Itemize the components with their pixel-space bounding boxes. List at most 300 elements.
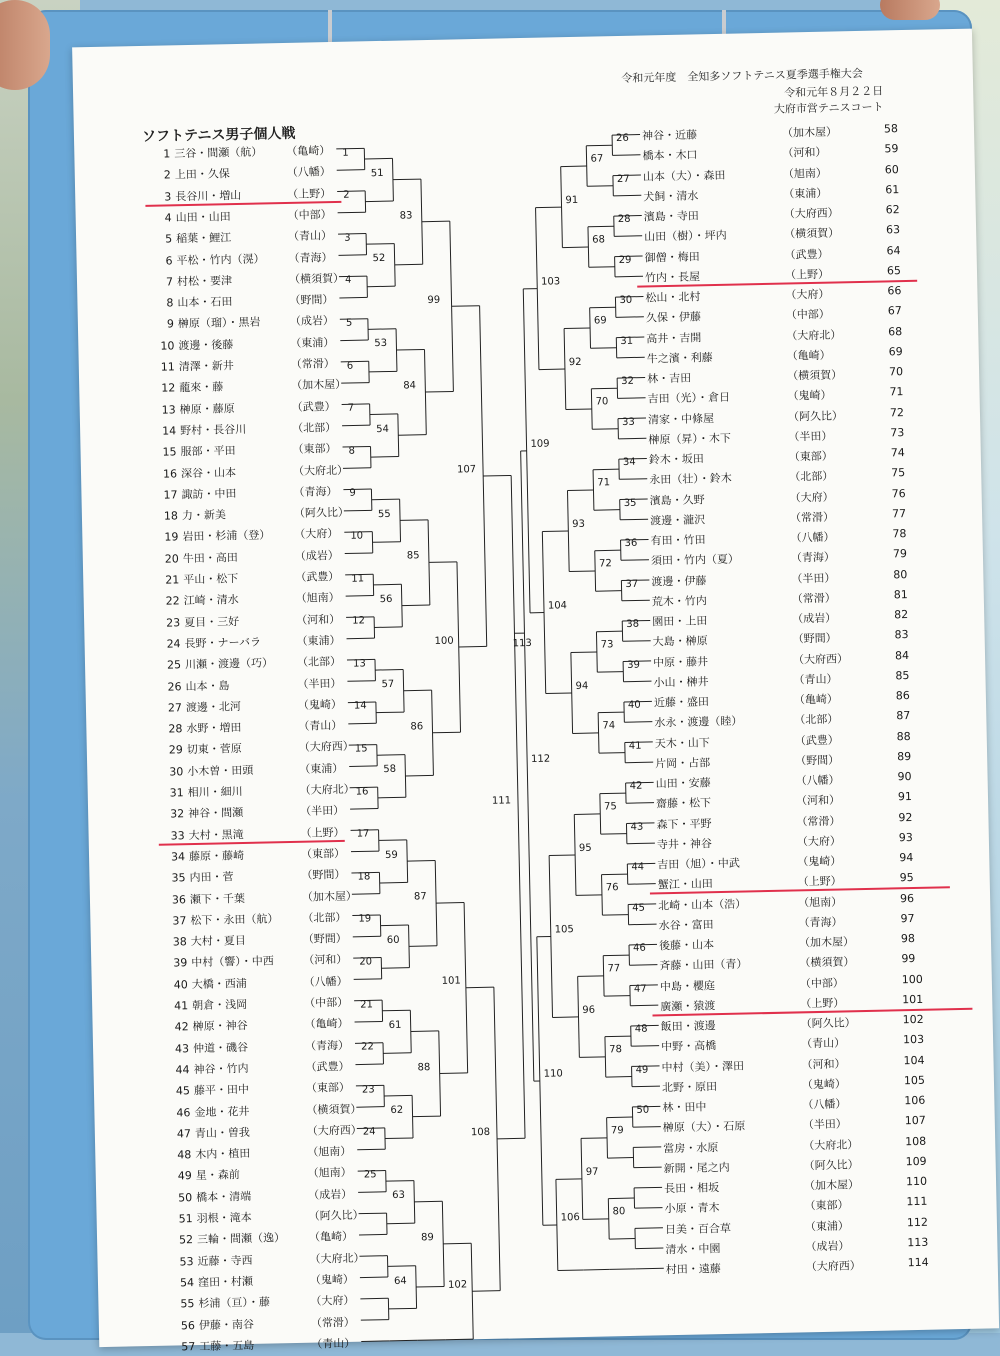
bracket-line [411,1031,439,1032]
bracket-line [624,681,652,682]
bracket-line [344,510,372,511]
match-number: 100 [434,635,453,646]
entry-pair: 伊藤・南谷 [199,1317,254,1331]
entry-affiliation: （北部） [302,909,346,926]
match-number: 36 [624,538,637,549]
entry-affiliation: （鬼崎） [787,387,831,404]
entry-number: 35 [161,871,185,884]
bracket-line [590,307,616,308]
match-number: 45 [632,902,645,913]
entry-pair: 水谷・富田 [658,918,713,932]
entry-number: 107 [905,1114,931,1128]
bracket-line [351,851,379,852]
entry-pair: 窪田・村瀬 [198,1275,253,1289]
bracket-line [342,404,370,405]
entry-affiliation: （亀崎） [787,346,831,363]
bracket-line [521,451,534,1081]
match-number: 42 [630,781,643,792]
bracket-line [634,1187,662,1188]
entry-affiliation: （鬼崎） [802,1075,846,1092]
match-number: 44 [631,862,644,873]
entry-pair: 長田・相坂 [664,1181,719,1195]
match-number: 61 [389,1020,402,1031]
match-number: 22 [361,1042,374,1053]
entry-pair: 後藤・山本 [659,938,714,952]
entry-affiliation: （青海） [791,549,835,566]
bracket-line [600,793,626,794]
match-number: 84 [403,380,416,391]
entry-affiliation: （半田） [791,569,835,586]
entry-number: 101 [902,992,928,1006]
entry-number: 81 [894,588,920,602]
match-number: 32 [621,376,634,387]
entry-affiliation: （加木屋） [804,1176,859,1193]
match-number: 94 [575,681,588,692]
entry-affiliation: （野間） [792,630,836,647]
entry-pair: 山本・島 [185,679,229,693]
bracket-line [402,605,430,606]
entry-pair: 飯田・渡邊 [661,1019,716,1033]
bracket-line [371,457,399,458]
match-number: 10 [350,530,363,541]
match-number: 86 [410,721,423,732]
entry-affiliation: （大府北） [803,1136,858,1153]
entry-affiliation: （加木屋） [782,123,837,140]
bracket-line [348,723,376,724]
entry-number: 73 [890,426,916,440]
entry-pair: 吉田（旭）・中武 [657,857,740,872]
entry-number: 16 [153,467,177,480]
entry-pair: 高井・吉開 [646,331,701,345]
match-number: 46 [633,943,646,954]
entry-affiliation: （旭南） [783,164,827,181]
entry-pair: 諏訪・中田 [181,487,236,501]
entry-affiliation: （横須賀） [289,270,344,287]
entry-number: 19 [154,531,178,544]
match-number: 67 [590,154,603,165]
entry-pair: 竹内・長屋 [645,270,700,284]
entry-number: 22 [156,595,180,608]
entry-pair: 渡邊・伊藤 [651,574,706,588]
entry-pair: 内田・菅 [189,870,233,884]
entry-number: 30 [159,765,183,778]
entry-affiliation: （東部） [804,1197,848,1214]
entry-pair: 水永・渡邊（睦） [654,715,742,730]
entry-affiliation: （大府西） [806,1257,861,1274]
entry-affiliation: （大府北） [786,326,841,343]
entry-pair: 夏目・三好 [184,615,239,629]
entry-number: 53 [169,1255,193,1268]
bracket-line [472,1291,500,1292]
entry-affiliation: （東部） [789,448,833,465]
event-name: 令和元年度 全知多ソフトテニス夏季選手権大会 [621,65,863,86]
entry-affiliation: （上野） [785,265,829,282]
match-number: 110 [544,1069,563,1080]
entry-affiliation: （阿久比） [788,407,843,424]
entry-pair: 濱島・寺田 [644,209,699,223]
entry-pair: 橋本・木口 [642,149,697,163]
entry-affiliation: （半田） [803,1116,847,1133]
bracket-line [628,884,656,885]
entry-affiliation: （青海） [288,249,332,266]
match-number: 64 [394,1275,407,1286]
bracket-line [341,361,369,362]
entry-affiliation: （成岩） [792,610,836,627]
entry-affiliation: （北部） [789,468,833,485]
match-number: 3 [344,232,351,243]
match-number: 62 [390,1105,403,1116]
match-number: 50 [636,1105,649,1116]
entry-pair: 三輪・間瀬（逸） [197,1232,285,1247]
bracket-line [603,955,629,956]
entry-number: 25 [157,658,181,671]
bracket-line [389,1340,417,1341]
entry-affiliation: （阿久比） [308,1207,363,1224]
match-number: 88 [417,1062,430,1073]
entry-pair: 中村（響）・中西 [191,955,274,970]
entry-number: 14 [152,424,176,437]
entry-pair: 木内・植田 [195,1147,250,1161]
entry-number: 46 [166,1106,190,1119]
entry-number: 84 [895,648,921,662]
bracket-line [373,542,401,543]
entry-affiliation: （阿久比） [803,1156,858,1173]
entry-affiliation: （上野） [800,994,844,1011]
bracket-line [596,591,622,592]
entry-pair: 仲道・磯谷 [193,1041,248,1055]
entry-affiliation: （常滑） [790,508,834,525]
bracket-line [620,519,648,520]
entry-affiliation: （武豊） [795,731,839,748]
entry-number: 112 [907,1215,933,1229]
bracket-line [393,179,421,180]
bracket-line [591,348,617,349]
entry-affiliation: （阿久比） [801,1014,856,1031]
entry-number: 26 [157,680,181,693]
entry-number: 87 [896,709,922,723]
bracket-line [343,446,371,447]
entry-affiliation: （横須賀） [784,225,839,242]
entry-pair: 榊原（瑠）・黒岩 [178,316,261,331]
bracket-line [445,1339,473,1340]
entry-affiliation: （八幡） [790,529,834,546]
bracket-line [338,212,366,213]
bracket-line [609,1239,635,1240]
match-number: 9 [349,488,356,499]
entry-affiliation: （鬼崎） [298,696,342,713]
match-number: 14 [354,701,367,712]
bracket-line [336,148,364,149]
bracket-line [417,1340,445,1341]
match-number: 75 [604,802,617,813]
entry-number: 55 [170,1297,194,1310]
entry-pair: 江崎・清水 [184,593,239,607]
entry-affiliation: （加木屋） [302,887,357,904]
entry-pair: 藤平・田中 [194,1083,249,1097]
match-number: 6 [347,360,354,371]
bracket-line [634,1167,662,1168]
entry-number: 29 [159,744,183,757]
bracket-line [387,1223,415,1224]
entry-pair: 水野・増田 [186,721,241,735]
entry-number: 114 [908,1256,934,1270]
entry-pair: 岩田・杉浦（登） [182,529,270,544]
bracket-line [629,965,657,966]
bracket-line [358,1192,386,1193]
match-number: 26 [616,133,629,144]
entry-affiliation: （大府） [310,1292,354,1309]
match-number: 92 [569,357,582,368]
entry-number: 72 [890,405,916,419]
entry-pair: 中島・櫻庭 [660,979,715,993]
bracket-line [610,1269,636,1270]
entry-affiliation: （八幡） [287,163,331,180]
bracket-line [602,915,628,916]
bracket-line [364,158,392,159]
entry-affiliation: （鬼崎） [310,1271,354,1288]
entry-pair: 野村・長谷川 [180,423,246,437]
entry-affiliation: （亀崎） [794,691,838,708]
bracket-line [357,1149,385,1150]
entry-pair: 中野・高橋 [661,1039,716,1053]
entry-number: 110 [906,1175,932,1189]
bracket-line [416,1286,444,1287]
bracket-line [376,712,404,713]
entry-number: 95 [900,871,926,885]
entry-affiliation: （河和） [296,611,340,628]
bracket-line [618,398,646,399]
bracket-line [606,1077,632,1078]
entry-pair: 小山・榊井 [653,675,708,689]
entry-number: 103 [903,1033,929,1047]
match-number: 96 [582,1005,595,1016]
bracket-line [353,936,381,937]
entry-number: 108 [905,1134,931,1148]
match-number: 79 [611,1125,624,1136]
entry-affiliation: （横須賀） [787,366,842,383]
bracket-line [629,924,657,925]
match-number: 93 [572,519,585,530]
entry-affiliation: （加木屋） [291,376,346,393]
entry-pair: 長野・ナーバラ [184,635,261,650]
bracket-line [632,1086,660,1087]
entry-pair: 牛田・高田 [183,551,238,565]
entry-affiliation: （武豊） [784,245,828,262]
entry-number: 79 [893,547,919,561]
match-number: 108 [471,1127,490,1138]
entry-affiliation: （東浦） [783,184,827,201]
bracket-line [345,553,373,554]
match-number: 69 [594,316,607,327]
bracket-line [359,1213,387,1214]
bracket-line [623,641,651,642]
entry-pair: 永田（壮）・鈴木 [649,472,732,487]
entry-number: 24 [156,637,180,650]
bracket-line [635,1208,663,1209]
match-number: 72 [599,559,612,570]
bracket-line [404,690,432,691]
entry-pair: 山田・山田 [176,210,231,224]
entry-number: 113 [907,1235,933,1249]
entry-affiliation: （野間） [795,751,839,768]
match-number: 107 [457,464,476,475]
entry-affiliation: （大府北） [300,781,355,798]
match-number: 91 [565,195,578,206]
bracket-line [405,775,433,776]
entry-number: 21 [155,573,179,586]
match-number: 73 [601,640,614,651]
bracket-line [635,1228,663,1229]
entry-affiliation: （半田） [788,427,832,444]
entry-number: 43 [165,1042,189,1055]
bracket-line [596,631,622,632]
bracket-line [561,166,587,167]
bracket-line [395,264,423,265]
entry-pair: 神谷・間瀬 [188,806,243,820]
entry-affiliation: （東浦） [299,760,343,777]
match-number: 57 [381,679,394,690]
entry-affiliation: （亀崎） [304,1015,348,1032]
entry-affiliation: （大府） [785,286,829,303]
bracket-line [380,882,408,883]
entry-pair: 當房・水原 [663,1141,718,1155]
entry-affiliation: （河和） [303,951,347,968]
entry-number: 88 [897,729,923,743]
match-number: 109 [530,438,549,449]
entry-number: 62 [886,203,912,217]
bracket-line [633,1127,661,1128]
entry-pair: 山本（大）・森田 [643,168,726,183]
match-number: 78 [609,1045,622,1056]
entry-affiliation: （野間） [303,930,347,947]
entry-affiliation: （大府北） [309,1249,364,1266]
match-number: 70 [596,397,609,408]
entry-pair: 平松・竹内（滉） [176,252,264,267]
entry-pair: 近藤・寺西 [197,1254,252,1268]
entry-number: 93 [899,830,925,844]
entry-pair: 有田・竹田 [650,533,705,547]
bracket-line [613,195,641,196]
entry-number: 52 [169,1233,193,1246]
entry-pair: 荒木・竹内 [652,594,707,608]
entry-affiliation: （北部） [292,419,336,436]
bracket-line [355,1064,383,1065]
bracket-line [360,1277,388,1278]
entry-affiliation: （中部） [800,974,844,991]
event-venue: 大府市営テニスコート [774,98,884,116]
bracket-line [365,201,393,202]
entry-pair: 松山・北村 [645,290,700,304]
entry-pair: 大橋・西浦 [192,977,247,991]
bracket-line [542,531,568,532]
match-number: 49 [636,1064,649,1075]
entry-affiliation: （成岩） [290,312,334,329]
match-number: 99 [427,295,440,306]
entry-pair: 大村・黒滝 [188,828,243,842]
bracket-line [605,1036,631,1037]
bracket-line [425,391,453,392]
match-number: 29 [619,254,632,265]
entry-pair: 村田・遠藤 [666,1262,721,1276]
bracket-line [422,221,450,222]
match-number: 87 [414,891,427,902]
bracket-line [625,762,653,763]
match-number: 13 [353,658,366,669]
match-number: 56 [380,594,393,605]
entry-number: 98 [901,932,927,946]
entry-number: 68 [888,324,914,338]
entry-number: 4 [148,211,172,224]
entry-pair: 平山・松下 [183,572,238,586]
bracket-line [579,1057,605,1058]
bracket-line [355,1021,383,1022]
match-number: 12 [352,616,365,627]
entry-number: 99 [901,952,927,966]
entry-pair: 工藤・五島 [199,1339,254,1353]
entry-number: 97 [900,911,926,925]
entry-pair: 深谷・山本 [181,466,236,480]
entry-affiliation: （武豊） [295,568,339,585]
match-number: 51 [371,168,384,179]
entry-pair: 森下・平野 [656,817,711,831]
match-number: 112 [531,754,550,765]
bracket-line [536,207,562,208]
entry-affiliation: （大府北） [293,461,348,478]
bracket-line [569,571,595,572]
entry-pair: 犬飼・清水 [643,189,698,203]
bracket-line [356,1107,384,1108]
entry-number: 75 [891,466,917,480]
bracket-line [370,414,398,415]
bracket-line [626,803,654,804]
bracket-line [571,652,597,653]
entry-affiliation: （野間） [289,291,333,308]
entry-affiliation: （青海） [293,483,337,500]
match-number: 68 [592,235,605,246]
entry-affiliation: （旭南） [296,589,340,606]
entry-number: 49 [168,1170,192,1183]
entry-pair: 中村（美）・澤田 [661,1059,744,1074]
match-number: 35 [624,497,637,508]
entry-affiliation: （八幡） [802,1095,846,1112]
entry-pair: 近藤・盛田 [654,695,709,709]
bracket-line [597,672,623,673]
entry-affiliation: （成岩） [295,547,339,564]
bracket-line [383,1053,411,1054]
match-number: 63 [392,1190,405,1201]
bracket-line [459,646,487,647]
bracket-line [378,797,406,798]
entry-number: 15 [152,446,176,459]
bracket-line [583,1219,609,1220]
entry-pair: 青山・曽我 [195,1126,250,1140]
entry-affiliation: （亀崎） [286,142,330,159]
entry-pair: 山本・石田 [177,295,232,309]
bracket-line [385,1138,413,1139]
bracket-line [633,1147,661,1148]
entry-affiliation: （河和） [801,1055,845,1072]
match-number: 1 [342,147,349,158]
entry-pair: 長谷川・増山 [175,189,241,203]
entry-affiliation: （八幡） [304,973,348,990]
bracket-line [615,276,643,277]
entry-pair: 山田（樹）・坪内 [644,229,727,244]
entry-number: 100 [902,972,928,986]
entry-affiliation: （半田） [297,674,341,691]
entry-pair: 日美・百合草 [665,1221,731,1235]
match-number: 4 [345,275,352,286]
match-number: 105 [555,924,574,935]
